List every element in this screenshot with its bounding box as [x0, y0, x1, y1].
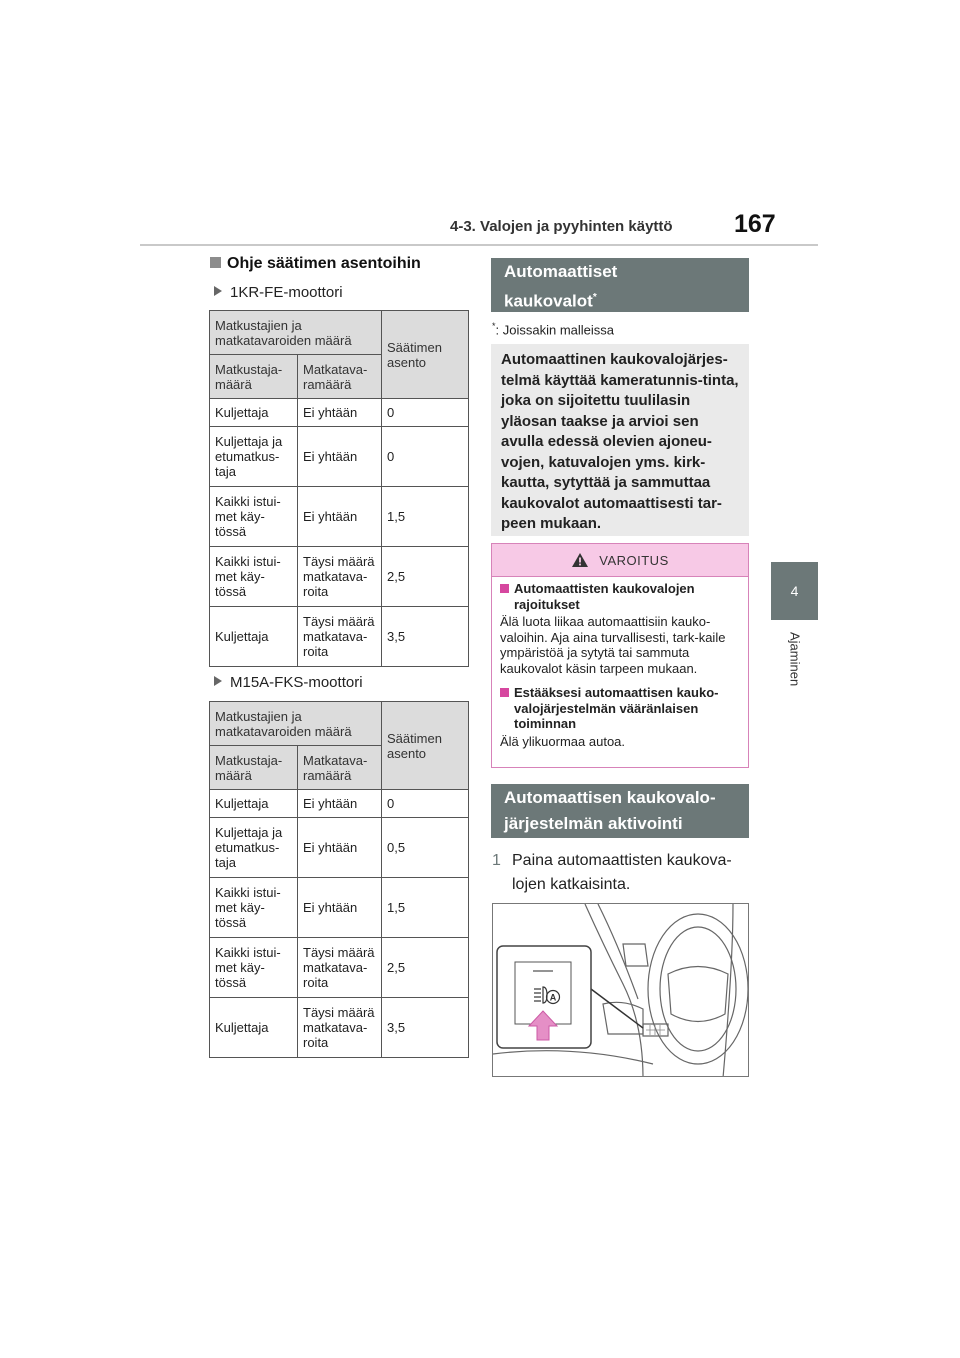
cell-luggage: Täysi määrä matkatava-roita	[298, 938, 382, 998]
header-luggage: Matkatava-ramäärä	[298, 746, 382, 790]
table-row	[210, 607, 469, 667]
dashboard-illustration	[493, 904, 749, 1077]
cell-passengers: Kaikki istui-met käy-tössä	[210, 547, 298, 607]
header-passengers: Matkustaja-määrä	[210, 746, 298, 790]
cell-passengers: Kuljettaja ja etumatkus-taja	[210, 427, 298, 487]
intro-text: Automaattinen kaukovalojärjes-telmä käyttää kameratunnis-tinta, joka on sijoitettu tuulilasin yläosan taakse ja arvioi sen avulla edessä olevien ajoneu-vojen, katuvalojen yms. kirk-kautta, sytyttää ja sammuttaa kaukovalot automaattisesti tar-peen mukaan.	[491, 344, 749, 536]
warning-heading-2: Estääksesi automaattisen kauko-valojärjestelmän vääränlaisen toiminnan	[500, 685, 740, 732]
table-row	[210, 818, 469, 878]
chapter-tab: 4	[771, 562, 818, 620]
cell-passengers: Kuljettaja	[210, 399, 298, 427]
cell-position: 0	[382, 399, 469, 427]
adjustment-table-m15a	[209, 701, 469, 1058]
warning-text-2: Älä ylikuormaa autoa.	[500, 733, 626, 749]
step-1: 1 Paina automaattisten kaukova- lojen katkaisinta.	[492, 849, 732, 897]
cell-position: 0,5	[382, 818, 469, 878]
cell-luggage: Ei yhtään	[298, 427, 382, 487]
table-row	[210, 547, 469, 607]
pink-bullet-icon	[500, 688, 509, 697]
header-divider	[140, 244, 818, 246]
engine-label-1: 1KR-FE-moottori	[214, 284, 343, 301]
table-row	[210, 998, 469, 1058]
cell-position: 0	[382, 427, 469, 487]
footnote: *: Joissakin malleissa	[492, 321, 615, 338]
header-luggage: Matkatava-ramäärä	[298, 355, 382, 399]
cell-passengers: Kuljettaja ja etumatkus-taja	[210, 818, 298, 878]
auto-high-beam-title: Automaattiset kaukovalot*	[491, 258, 749, 312]
square-bullet-icon	[210, 257, 221, 268]
warning-icon	[571, 552, 589, 568]
adjustment-table-1kr	[209, 310, 469, 667]
page-number: 167	[734, 210, 776, 238]
switch-illustration	[492, 903, 749, 1077]
table-row	[210, 938, 469, 998]
switch-letter: A	[549, 992, 557, 1003]
header-position: Säätimen asento	[382, 311, 469, 399]
cell-passengers: Kuljettaja	[210, 790, 298, 818]
header-passengers: Matkustaja-määrä	[210, 355, 298, 399]
cell-luggage: Ei yhtään	[298, 818, 382, 878]
cell-position: 1,5	[382, 487, 469, 547]
cell-position: 0	[382, 790, 469, 818]
section-title: 4-3. Valojen ja pyyhinten käyttö	[450, 218, 673, 235]
table-row	[210, 399, 469, 427]
cell-position: 2,5	[382, 547, 469, 607]
header-load: Matkustajien ja matkatavaroiden määrä	[210, 702, 382, 746]
cell-position: 3,5	[382, 998, 469, 1058]
cell-luggage: Ei yhtään	[298, 790, 382, 818]
warning-box	[491, 543, 749, 768]
warning-heading-1: Automaattisten kaukovalojen rajoitukset	[500, 581, 740, 612]
cell-luggage: Täysi määrä matkatava-roita	[298, 607, 382, 667]
table-row	[210, 487, 469, 547]
triangle-bullet-icon	[214, 286, 222, 296]
pink-bullet-icon	[500, 584, 509, 593]
cell-passengers: Kaikki istui-met käy-tössä	[210, 938, 298, 998]
cell-luggage: Ei yhtään	[298, 878, 382, 938]
warning-text-1: Älä luota liikaa automaattisiin kauko-valoihin. Aja aina turvallisesti, tark-kaile ympäristöä ja sytytä tai sammuta kaukovalot käsin tarpeen mukaan.	[500, 614, 726, 676]
cell-position: 1,5	[382, 878, 469, 938]
step-number: 1	[492, 852, 501, 869]
cell-passengers: Kuljettaja	[210, 607, 298, 667]
activation-title: Automaattisen kaukovalo- järjestelmän aktivointi	[491, 784, 749, 838]
cell-passengers: Kaikki istui-met käy-tössä	[210, 487, 298, 547]
section-heading: Ohje säätimen asentoihin	[210, 255, 421, 273]
cell-luggage: Ei yhtään	[298, 487, 382, 547]
cell-luggage: Ei yhtään	[298, 399, 382, 427]
triangle-bullet-icon	[214, 676, 222, 686]
cell-luggage: Täysi määrä matkatava-roita	[298, 998, 382, 1058]
engine-label-2: M15A-FKS-moottori	[214, 674, 363, 691]
cell-passengers: Kuljettaja	[210, 998, 298, 1058]
warning-header: VAROITUS	[492, 544, 748, 577]
cell-position: 3,5	[382, 607, 469, 667]
table-row	[210, 878, 469, 938]
cell-luggage: Täysi määrä matkatava-roita	[298, 547, 382, 607]
cell-passengers: Kaikki istui-met käy-tössä	[210, 878, 298, 938]
header-position: Säätimen asento	[382, 702, 469, 790]
cell-position: 2,5	[382, 938, 469, 998]
table-row	[210, 427, 469, 487]
header-load: Matkustajien ja matkatavaroiden määrä	[210, 311, 382, 355]
chapter-label: Ajaminen	[787, 632, 803, 687]
table-row	[210, 790, 469, 818]
